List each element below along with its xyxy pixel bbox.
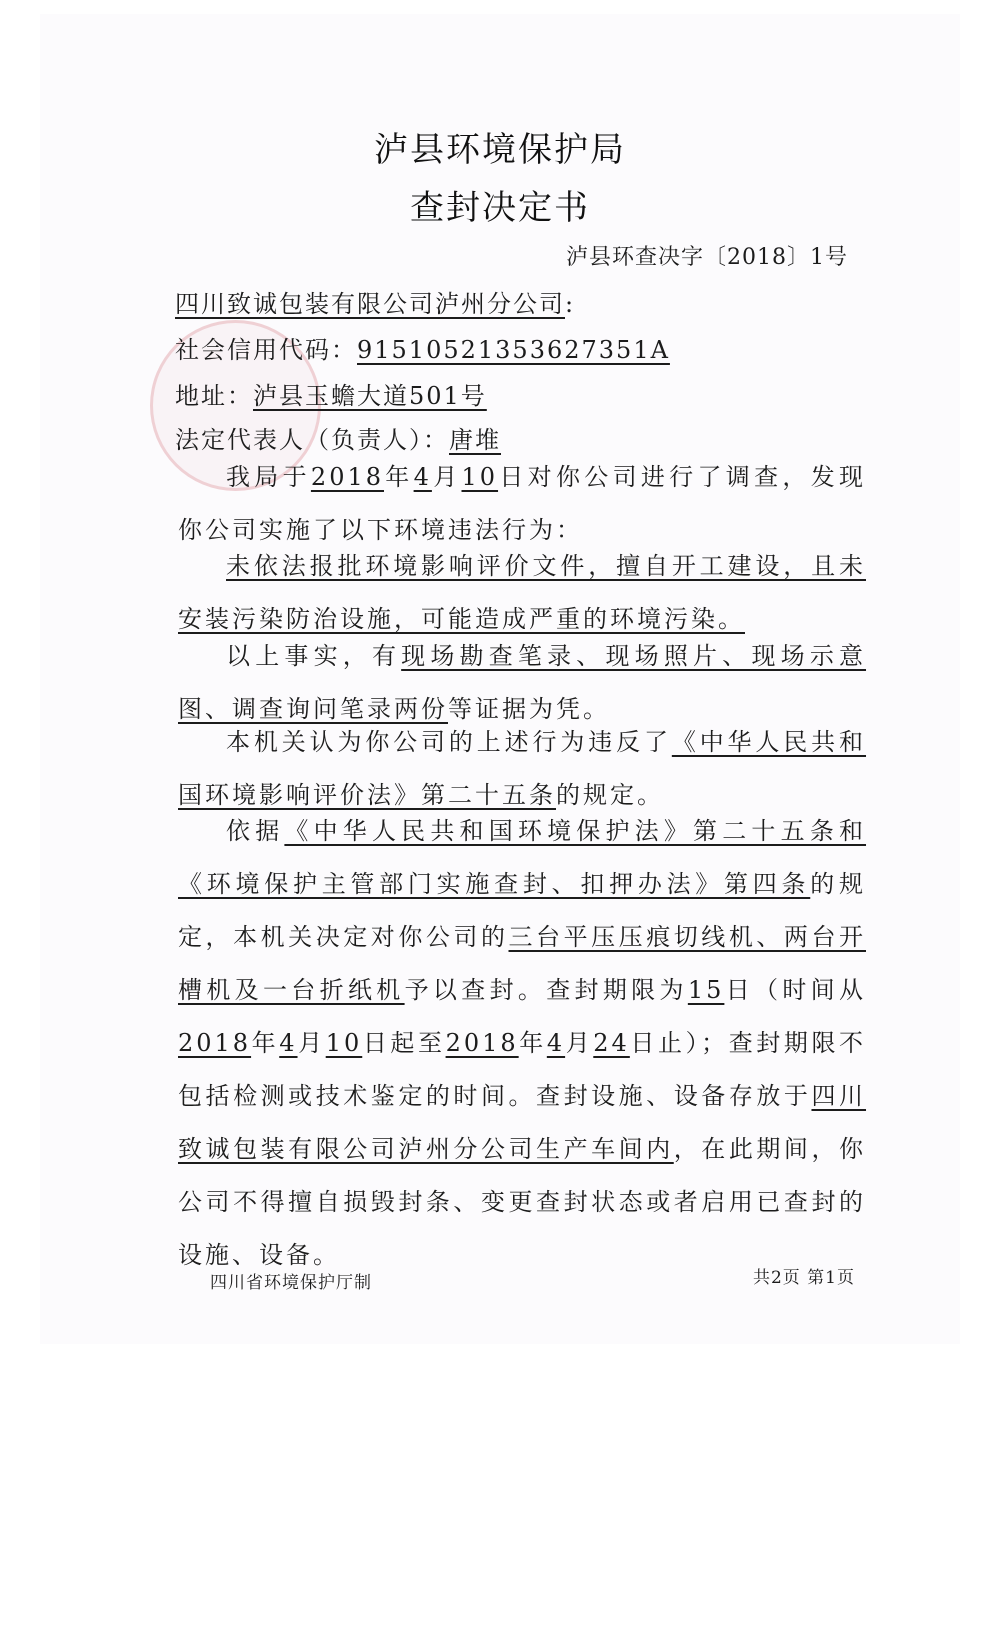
address: 泸县玉蟾大道501号 (253, 382, 487, 410)
address-row: 地址：泸县玉蟾大道501号 (175, 382, 487, 410)
paragraph-legal-basis: 本机关认为你公司的上述行为违反了《中华人民共和国环境影响评价法》第二十五条的规定。 (178, 728, 867, 809)
credit-code-row: 社会信用代码：91510521353627351A (175, 336, 670, 364)
paragraph-investigation: 我局于2018年4月10日对你公司进行了调查，发现你公司实施了以下环境违法行为： (178, 463, 867, 544)
recipient-company: 四川致诚包装有限公司泸州分公司: (175, 290, 576, 318)
document-title: 查封决定书 (410, 188, 590, 228)
paragraph-decision: 依据《中华人民共和国环境保护法》第二十五条和《环境保护主管部门实施查封、扣押办法》第四条的规定，本机关决定对你公司的三台平压压痕切线机、两台开槽机及一台折纸机予以查封。查封期限为15日（时间从2018年4月10日起至2018年4月24日止）；查封期限不包括检测或技术鉴定的时间。查封设施、设备存放于四川致诚包装有限公司泸州分公司生产车间内，在此期间，你公司不得擅自损毁封条、变更查封状态或者启用已查封的设施、设备。 (178, 817, 867, 1269)
legal-rep: 唐堆 (449, 426, 501, 454)
document-number: 泸县环查决字〔2018〕1号 (566, 245, 848, 270)
credit-code: 91510521353627351A (357, 336, 670, 364)
paragraph-evidence: 以上事实，有现场勘查笔录、现场照片、现场示意图、调查询问笔录两份等证据为凭。 (178, 642, 867, 723)
legal-rep-row: 法定代表人（负责人）：唐堆 (175, 426, 501, 454)
footer-page-number: 共2页 第1页 (752, 1268, 855, 1288)
org-title: 泸县环境保护局 (374, 130, 626, 170)
paragraph-violation: 未依法报批环境影响评价文件，擅自开工建设，且未安装污染防治设施，可能造成严重的环境污染。 (178, 552, 866, 633)
footer-issuer: 四川省环境保护厅制 (210, 1273, 372, 1293)
